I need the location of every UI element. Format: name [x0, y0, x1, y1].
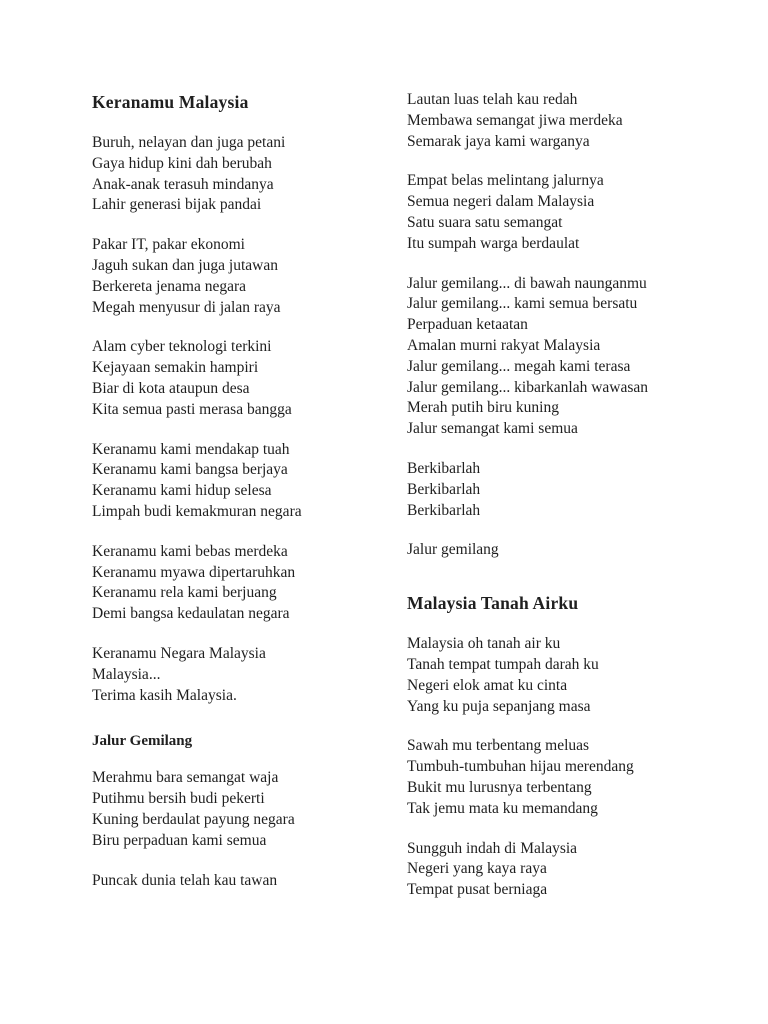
lyric-line: Berkibarlah: [407, 480, 481, 498]
lyric-line: Biar di kota ataupun desa: [92, 379, 250, 397]
lyric-line: Malaysia...: [92, 665, 161, 683]
lyric-line: Pakar IT, pakar ekonomi: [92, 236, 245, 254]
stanza: [92, 644, 404, 706]
lyric-line: Jalur gemilang: [407, 541, 499, 559]
lyric-line: Keranamu kami bangsa berjaya: [92, 461, 288, 479]
lyric-line: Puncak dunia telah kau tawan: [92, 871, 278, 889]
stanza: [92, 133, 404, 216]
lyric-line: Lautan luas telah kau redah: [407, 91, 578, 108]
lyric-line: Demi bangsa kedaulatan negara: [92, 605, 290, 623]
lyric-line: Yang ku puja sepanjang masa: [407, 697, 591, 715]
lyric-line: Tanah tempat tumpah darah ku: [407, 655, 599, 673]
lyric-line: Berkibarlah: [407, 501, 481, 519]
lyric-line: Tak jemu mata ku memandang: [407, 799, 598, 817]
stanza: [407, 171, 719, 254]
lyric-line: Alam cyber teknologi terkini: [92, 338, 272, 356]
stanza: [92, 337, 404, 420]
lyric-line: Empat belas melintang jalurnya: [407, 172, 604, 190]
lyric-line: Jalur gemilang... kami semua bersatu: [407, 295, 638, 313]
lyric-line: Jalur gemilang... kibarkanlah wawasan: [407, 378, 649, 396]
lyric-line: Biru perpaduan kami semua: [92, 831, 267, 849]
lyric-line: Kuning berdaulat payung negara: [92, 810, 295, 828]
lyric-line: Keranamu kami mendakap tuah: [92, 440, 290, 458]
lyric-line: Itu sumpah warga berdaulat: [407, 234, 580, 252]
lyric-line: Tumbuh-tumbuhan hijau merendang: [407, 758, 634, 776]
lyric-line: Bukit mu lurusnya terbentang: [407, 778, 592, 796]
lyric-line: Kita semua pasti merasa bangga: [92, 400, 292, 418]
lyric-line: Gaya hidup kini dah berubah: [92, 154, 272, 172]
lyric-line: Sungguh indah di Malaysia: [407, 839, 578, 857]
lyric-line: Jalur gemilang... megah kami terasa: [407, 357, 631, 375]
lyric-line: Negeri elok amat ku cinta: [407, 676, 568, 694]
lyrics-column-right: [407, 90, 719, 920]
lyric-line: Merah putih biru kuning: [407, 399, 559, 417]
stanza: [407, 540, 719, 561]
stanza: [407, 839, 719, 901]
lyric-line: Jalur gemilang... di bawah naunganmu: [407, 274, 647, 292]
lyric-line: Merahmu bara semangat waja: [92, 769, 279, 787]
lyric-line: Keranamu rela kami berjuang: [92, 584, 277, 602]
lyric-line: Berkereta jenama negara: [92, 277, 247, 295]
lyric-line: Jalur semangat kami semua: [407, 420, 578, 438]
lyric-line: Keranamu Negara Malaysia: [92, 644, 266, 662]
lyric-line: Perpaduan ketaatan: [407, 316, 528, 334]
lyric-line: Keranamu myawa dipertaruhkan: [92, 563, 296, 581]
stanza: [407, 274, 719, 440]
lyric-line: Lahir generasi bijak pandai: [92, 196, 262, 214]
lyric-line: Keranamu kami hidup selesa: [92, 482, 272, 500]
song-title: Keranamu Malaysia: [92, 92, 249, 112]
stanza: [92, 871, 404, 892]
lyric-line: Berkibarlah: [407, 459, 481, 477]
lyric-line: Malaysia oh tanah air ku: [407, 635, 561, 653]
lyrics-column-left: [92, 90, 404, 910]
stanza: [92, 235, 404, 318]
song-title: Jalur Gemilang: [92, 733, 193, 750]
lyric-line: Terima kasih Malaysia.: [92, 686, 237, 704]
stanza: [407, 634, 719, 717]
lyric-line: Kejayaan semakin hampiri: [92, 359, 259, 377]
lyric-line: Sawah mu terbentang meluas: [407, 737, 590, 755]
stanza: [92, 768, 404, 851]
lyric-line: Membawa semangat jiwa merdeka: [407, 111, 623, 129]
lyric-line: Putihmu bersih budi pekerti: [92, 790, 265, 808]
lyric-line: Semarak jaya kami warganya: [407, 132, 590, 150]
lyric-line: Buruh, nelayan dan juga petani: [92, 134, 286, 151]
stanza: [407, 90, 719, 152]
lyric-line: Tempat pusat berniaga: [407, 881, 548, 899]
stanza: [407, 736, 719, 819]
lyric-line: Limpah budi kemakmuran negara: [92, 502, 302, 520]
lyric-line: Anak-anak terasuh mindanya: [92, 175, 274, 193]
lyric-line: Jaguh sukan dan juga jutawan: [92, 256, 278, 274]
stanza: [407, 459, 719, 521]
lyric-line: Megah menyusur di jalan raya: [92, 298, 281, 316]
lyric-line: Semua negeri dalam Malaysia: [407, 193, 595, 211]
lyric-line: Keranamu kami bebas merdeka: [92, 542, 288, 560]
lyric-line: Satu suara satu semangat: [407, 213, 563, 231]
lyric-line: Amalan murni rakyat Malaysia: [407, 336, 601, 354]
song-title: Malaysia Tanah Airku: [407, 593, 579, 614]
stanza: [92, 440, 404, 523]
lyric-line: Negeri yang kaya raya: [407, 860, 547, 878]
stanza: [92, 542, 404, 625]
